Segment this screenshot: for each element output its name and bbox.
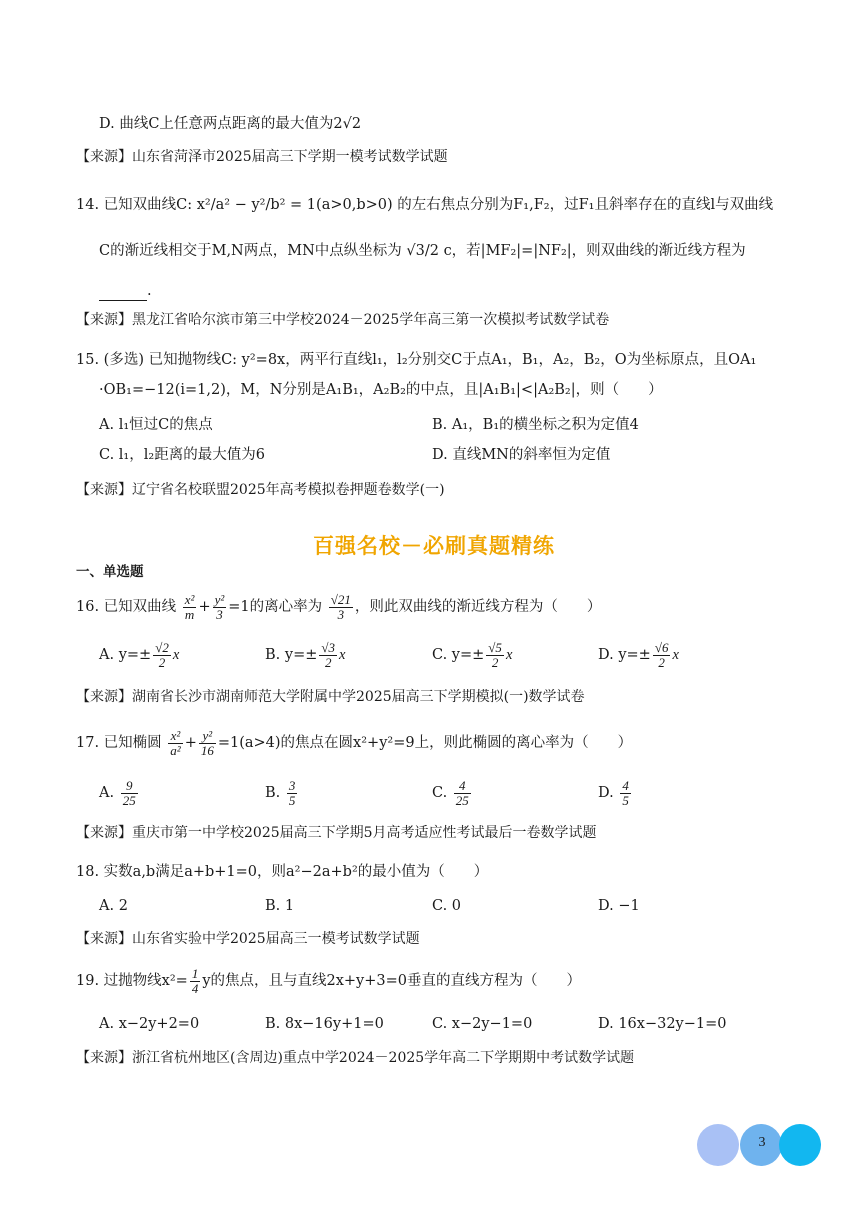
q16-source: 【来源】湖南省长沙市湖南师范大学附属中学2025届高三下学期模拟(一)数学试卷 (76, 689, 585, 705)
q18-option-d: D. −1 (598, 898, 640, 914)
fraction: $\frac{\text{y²}}{16}$ (200, 727, 214, 758)
q17-source: 【来源】重庆市第一中学校2025届高三下学期5月高考适应性考试最后一卷数学试题 (76, 825, 597, 841)
q15-source: 【来源】辽宁省名校联盟2025年高考模拟卷押题卷数学(一) (76, 482, 445, 498)
fraction: $\frac{\text{x²}}{\text{a²}}$ (170, 727, 181, 758)
q15-option-a: A. l₁恒过C的焦点 (99, 417, 213, 433)
q19-option-a: A. x−2y+2=0 (99, 1016, 200, 1032)
q19-option-c: C. x−2y−1=0 (432, 1016, 533, 1032)
q16-option-a: A. y=± $\frac{√2}{2}$ x (99, 639, 180, 670)
q15-option-b: B. A₁，B₁的横坐标之积为定值4 (432, 417, 639, 433)
q19-source: 【来源】浙江省杭州地区(含周边)重点中学2024－2025学年高二下学期期中考试数学试题 (76, 1050, 635, 1066)
q15-line2: ·OB₁=−12(i=1,2)，M，N分别是A₁B₁，A₂B₂的中点，且|A₁B₁|<|A₂B₂|，则（ ） (99, 382, 663, 398)
fraction: $\frac{\text{x²}}{m}$ (184, 591, 195, 622)
page-number: 3 (758, 1135, 766, 1150)
q17-option-c: C. $\frac{4}{25}$ (432, 777, 469, 808)
q17-option-b: B. $\frac{3}{5}$ (265, 777, 296, 808)
q14-source: 【来源】黑龙江省哈尔滨市第三中学校2024－2025学年高三第一次模拟考试数学试卷 (76, 312, 610, 328)
q18-stem: 18. 实数a,b满足a+b+1=0，则a²−2a+b²的最小值为（ ） (76, 864, 489, 880)
page-circle-right (779, 1124, 821, 1166)
q14-line3: . (99, 281, 152, 301)
q14-line1: 14. 已知双曲线C: x²/a² − y²/b² = 1(a>0,b>0) 的左右焦点分别为F₁,F₂，过F₁且斜率存在的直线l与双曲线 (76, 197, 774, 213)
fraction: $\frac{\text{y²}}{3}$ (214, 591, 225, 622)
q15-line1: 15. (多选) 已知抛物线C: y²=8x，两平行直线l₁，l₂分别交C于点A₁，B₁，A₂，B₂，O为坐标原点，且OA₁ (76, 352, 757, 368)
fraction: $\frac{1}{4}$ (191, 965, 199, 996)
q19-stem: 19. 过抛物线x²= $\frac{1}{4}$ y的焦点，且与直线2x+y+3=0垂直的直线方程为（ ） (76, 965, 581, 996)
page-circle-left (697, 1124, 739, 1166)
q19-option-d: D. 16x−32y−1=0 (598, 1016, 727, 1032)
section-title: 百强名校－必刷真题精练 (313, 534, 555, 558)
fraction: $\frac{√21}{3}$ (330, 591, 351, 622)
q13-source: 【来源】山东省菏泽市2025届高三下学期一模考试数学试题 (76, 149, 448, 165)
q18-option-c: C. 0 (432, 898, 462, 914)
q16-option-c: C. y=± $\frac{√5}{2}$ x (432, 639, 513, 670)
q16-option-b: B. y=± $\frac{√3}{2}$ x (265, 639, 346, 670)
q14-line2: C的渐近线相交于M,N两点，MN中点纵坐标为 √3/2 c，若|MF₂|=|NF₂|，则双曲线的渐近线方程为 (99, 243, 746, 259)
q16-stem: 16. 已知双曲线 $\frac{\text{x²}}{m}$ + $\frac{\text{y²}}{3}$ =1的离心率为 $\frac{√21}{3}$ ，则此双曲线的渐近线方程为（ ） (76, 591, 602, 622)
q17-option-a: A. $\frac{9}{25}$ (99, 777, 136, 808)
section-heading: 一、单选题 (76, 564, 144, 580)
q18-option-b: B. 1 (265, 898, 295, 914)
q17-stem: 17. 已知椭圆 $\frac{\text{x²}}{\text{a²}}$ + $\frac{\text{y²}}{16}$ =1(a>4)的焦点在圆x²+y²=9上，则此椭圆的离心率为（ ） (76, 727, 633, 758)
q15-option-c: C. l₁，l₂距离的最大值为6 (99, 447, 265, 463)
answer-blank (99, 286, 147, 301)
q13-option-d: D. 曲线C上任意两点距离的最大值为2√2 (99, 116, 362, 132)
q18-source: 【来源】山东省实验中学2025届高三一模考试数学试题 (76, 931, 420, 947)
q19-option-b: B. 8x−16y+1=0 (265, 1016, 384, 1032)
q17-option-d: D. $\frac{4}{5}$ (598, 777, 629, 808)
q15-option-d: D. 直线MN的斜率恒为定值 (432, 447, 611, 463)
q18-option-a: A. 2 (99, 898, 128, 914)
q16-option-d: D. y=± $\frac{√6}{2}$ x (598, 639, 679, 670)
